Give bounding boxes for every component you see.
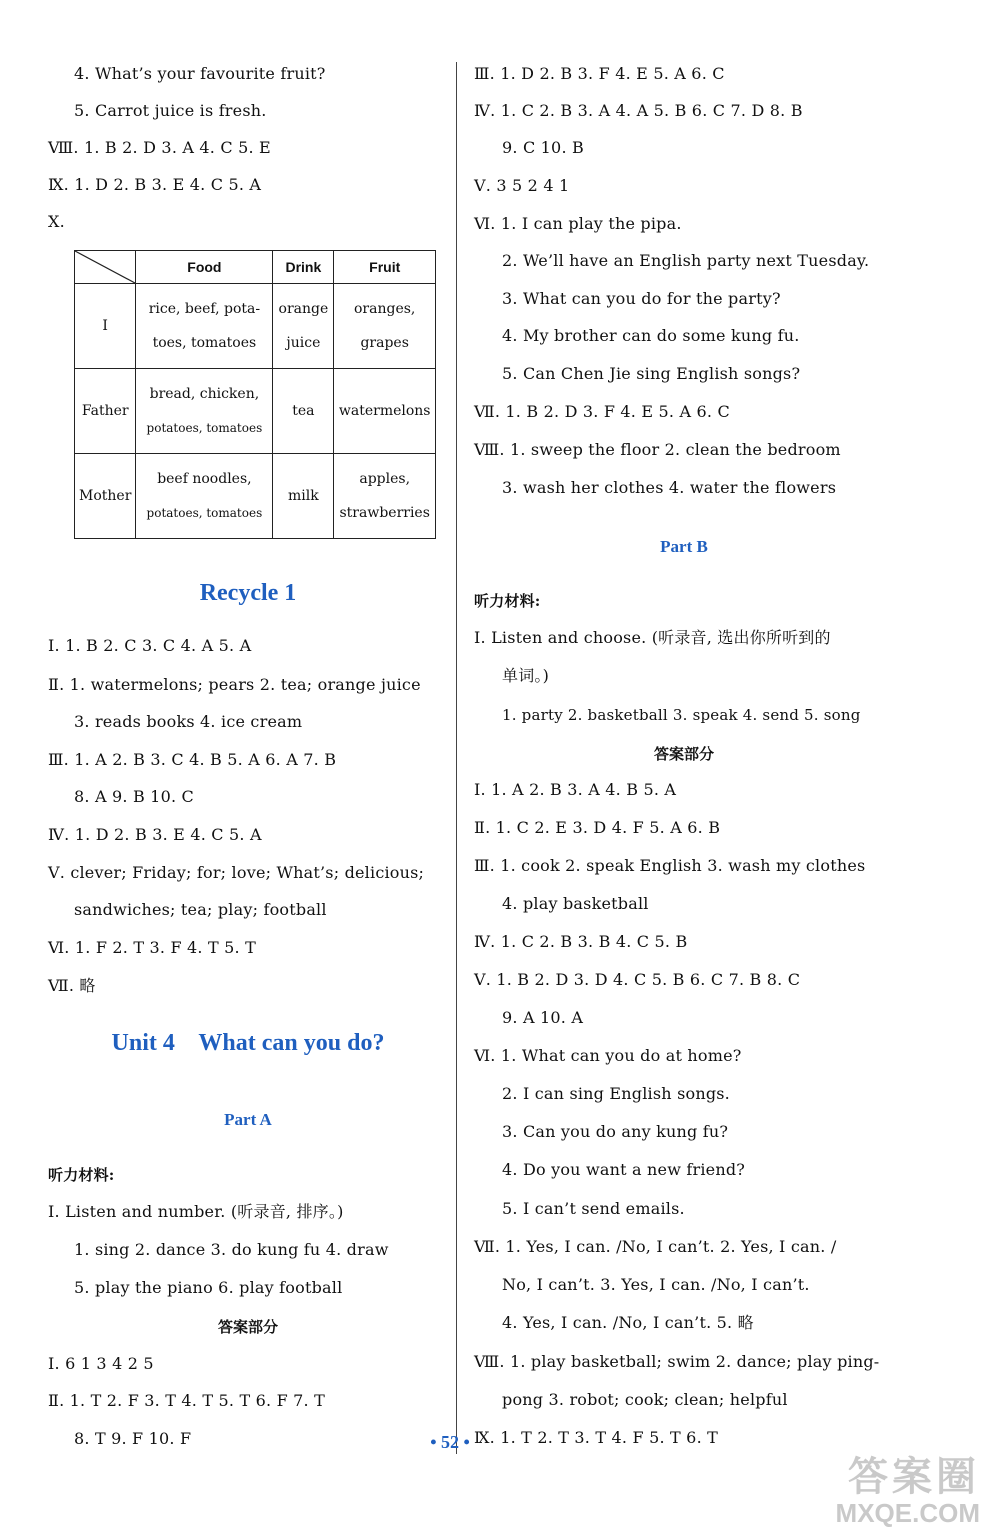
table-cell: I xyxy=(75,284,136,369)
answer-section-label: 答案部分 xyxy=(653,745,714,763)
answer-line: 3. What can you do for the party? xyxy=(502,289,781,308)
page-number: • 52 • xyxy=(430,1432,470,1452)
answer-line: Ⅲ. 1. A 2. B 3. C 4. B 5. A 6. A 7. B xyxy=(48,750,337,769)
answer-line: Ⅷ. 1. B 2. D 3. A 4. C 5. E xyxy=(48,138,271,157)
answer-line: 2. We’ll have an English party next Tuesday. xyxy=(502,251,870,270)
answer-line: Ⅰ. Listen and choose. (听录音, 选出你所听到的 xyxy=(474,628,831,647)
answer-line: No, I can’t. 3. Yes, I can. /No, I can’t. xyxy=(502,1275,810,1294)
answer-line: 5. play the piano 6. play football xyxy=(74,1278,343,1297)
answer-line: 1. sing 2. dance 3. do kung fu 4. draw xyxy=(74,1240,389,1259)
answer-line: pong 3. robot; cook; clean; helpful xyxy=(502,1390,788,1409)
answer-line: 8. T 9. F 10. F xyxy=(74,1429,192,1448)
table-cell: Mother xyxy=(75,454,136,539)
answer-line: sandwiches; tea; play; football xyxy=(74,900,327,919)
table-header: Fruit xyxy=(334,251,436,284)
answer-line: Ⅷ. 1. play basketball; swim 2. dance; play ping- xyxy=(474,1352,880,1371)
answer-line: 4. play basketball xyxy=(502,894,649,913)
answer-line: 8. A 9. B 10. C xyxy=(74,787,194,806)
food-table xyxy=(74,250,436,539)
answer-line: Ⅱ. 1. watermelons; pears 2. tea; orange juice xyxy=(48,675,421,694)
recycle-title: Recycle 1 xyxy=(199,580,297,606)
answer-line: Ⅶ. 略 xyxy=(48,976,96,995)
answer-line: Ⅲ. 1. cook 2. speak English 3. wash my clothes xyxy=(474,856,866,875)
answer-line: 4. Yes, I can. /No, I can’t. 5. 略 xyxy=(502,1313,754,1332)
answer-line: Ⅸ. 1. T 2. T 3. T 4. F 5. T 6. T xyxy=(474,1428,719,1447)
answer-line: Ⅹ. xyxy=(48,212,65,231)
answer-line: Ⅱ. 1. T 2. F 3. T 4. T 5. T 6. F 7. T xyxy=(48,1391,325,1410)
answer-line: 单词。) xyxy=(502,666,550,685)
watermark-logo-text: 答案圈 xyxy=(848,1453,980,1500)
part-b-title: Part B xyxy=(660,537,708,556)
unit-title: Unit 4 What can you do? xyxy=(111,1030,385,1056)
table-row xyxy=(75,369,436,454)
answer-line: Ⅴ. 1. B 2. D 3. D 4. C 5. B 6. C 7. B 8. C xyxy=(474,970,801,989)
answer-line: 3. wash her clothes 4. water the flowers xyxy=(502,478,837,497)
answer-line: Ⅰ. 6 1 3 4 2 5 xyxy=(48,1354,154,1373)
table-cell: tea xyxy=(273,369,334,454)
answer-line: 3. reads books 4. ice cream xyxy=(74,712,303,731)
answer-line: Ⅵ. 1. F 2. T 3. F 4. T 5. T xyxy=(48,938,256,957)
answer-line: 4. My brother can do some kung fu. xyxy=(502,326,800,345)
table-cell: orange juice xyxy=(273,284,334,369)
answer-line: Ⅶ. 1. Yes, I can. /No, I can’t. 2. Yes, I can. / xyxy=(474,1237,837,1256)
listening-label: 听力材料: xyxy=(474,592,541,610)
part-a-title: Part A xyxy=(224,1110,272,1129)
answer-line: 2. I can sing English songs. xyxy=(502,1084,730,1103)
listening-label: 听力材料: xyxy=(48,1166,115,1184)
column-divider xyxy=(456,62,457,1454)
answer-line: 9. C 10. B xyxy=(502,138,584,157)
answer-line: Ⅱ. 1. C 2. E 3. D 4. F 5. A 6. B xyxy=(474,818,721,837)
answer-section-label: 答案部分 xyxy=(217,1318,278,1336)
answer-line: Ⅰ. 1. A 2. B 3. A 4. B 5. A xyxy=(474,780,677,799)
table-cell: Father xyxy=(75,369,136,454)
table-corner-cell xyxy=(75,251,136,284)
answer-line: Ⅷ. 1. sweep the floor 2. clean the bedroom xyxy=(474,440,841,459)
answer-line: Ⅰ. Listen and number. (听录音, 排序。) xyxy=(48,1202,344,1221)
answer-line: 4. Do you want a new friend? xyxy=(502,1160,746,1179)
answer-line: Ⅴ. 3 5 2 4 1 xyxy=(474,176,570,195)
answer-line: 9. A 10. A xyxy=(502,1008,584,1027)
table-header-row xyxy=(75,251,436,284)
answer-line: 5. Carrot juice is fresh. xyxy=(74,101,267,120)
answer-line: 5. I can’t send emails. xyxy=(502,1199,685,1218)
watermark xyxy=(836,1455,980,1527)
table-row xyxy=(75,284,436,369)
table-header: Food xyxy=(136,251,273,284)
table-cell: beef noodles, potatoes, tomatoes xyxy=(136,454,273,539)
table-cell: bread, chicken, potatoes, tomatoes xyxy=(136,369,273,454)
answer-line: 1. party 2. basketball 3. speak 4. send 5. song xyxy=(502,706,861,724)
answer-line: Ⅳ. 1. D 2. B 3. E 4. C 5. A xyxy=(48,825,262,844)
answer-line: Ⅰ. 1. B 2. C 3. C 4. A 5. A xyxy=(48,636,252,655)
answer-line: Ⅸ. 1. D 2. B 3. E 4. C 5. A xyxy=(48,175,262,194)
answer-line: 4. What’s your favourite fruit? xyxy=(74,64,326,83)
answer-line: 5. Can Chen Jie sing English songs? xyxy=(502,364,801,383)
answer-line: Ⅳ. 1. C 2. B 3. B 4. C 5. B xyxy=(474,932,688,951)
answer-line: Ⅳ. 1. C 2. B 3. A 4. A 5. B 6. C 7. D 8. B xyxy=(474,101,803,120)
table-cell: apples, strawberries xyxy=(334,454,436,539)
answer-line: Ⅲ. 1. D 2. B 3. F 4. E 5. A 6. C xyxy=(474,64,725,83)
table-header: Drink xyxy=(273,251,334,284)
table-cell: oranges, grapes xyxy=(334,284,436,369)
answer-line: 3. Can you do any kung fu? xyxy=(502,1122,729,1141)
table-row xyxy=(75,454,436,539)
table-cell: milk xyxy=(273,454,334,539)
table-cell: watermelons xyxy=(334,369,436,454)
watermark-url: MXQE.COM xyxy=(835,1498,980,1528)
answer-line: Ⅴ. clever; Friday; for; love; What’s; delicious; xyxy=(48,863,425,882)
diagonal-line xyxy=(75,251,135,283)
answer-line: Ⅵ. 1. I can play the pipa. xyxy=(474,214,682,233)
answer-line: Ⅶ. 1. B 2. D 3. F 4. E 5. A 6. C xyxy=(474,402,730,421)
answer-line: Ⅵ. 1. What can you do at home? xyxy=(474,1046,742,1065)
table-cell: rice, beef, pota- toes, tomatoes xyxy=(136,284,273,369)
